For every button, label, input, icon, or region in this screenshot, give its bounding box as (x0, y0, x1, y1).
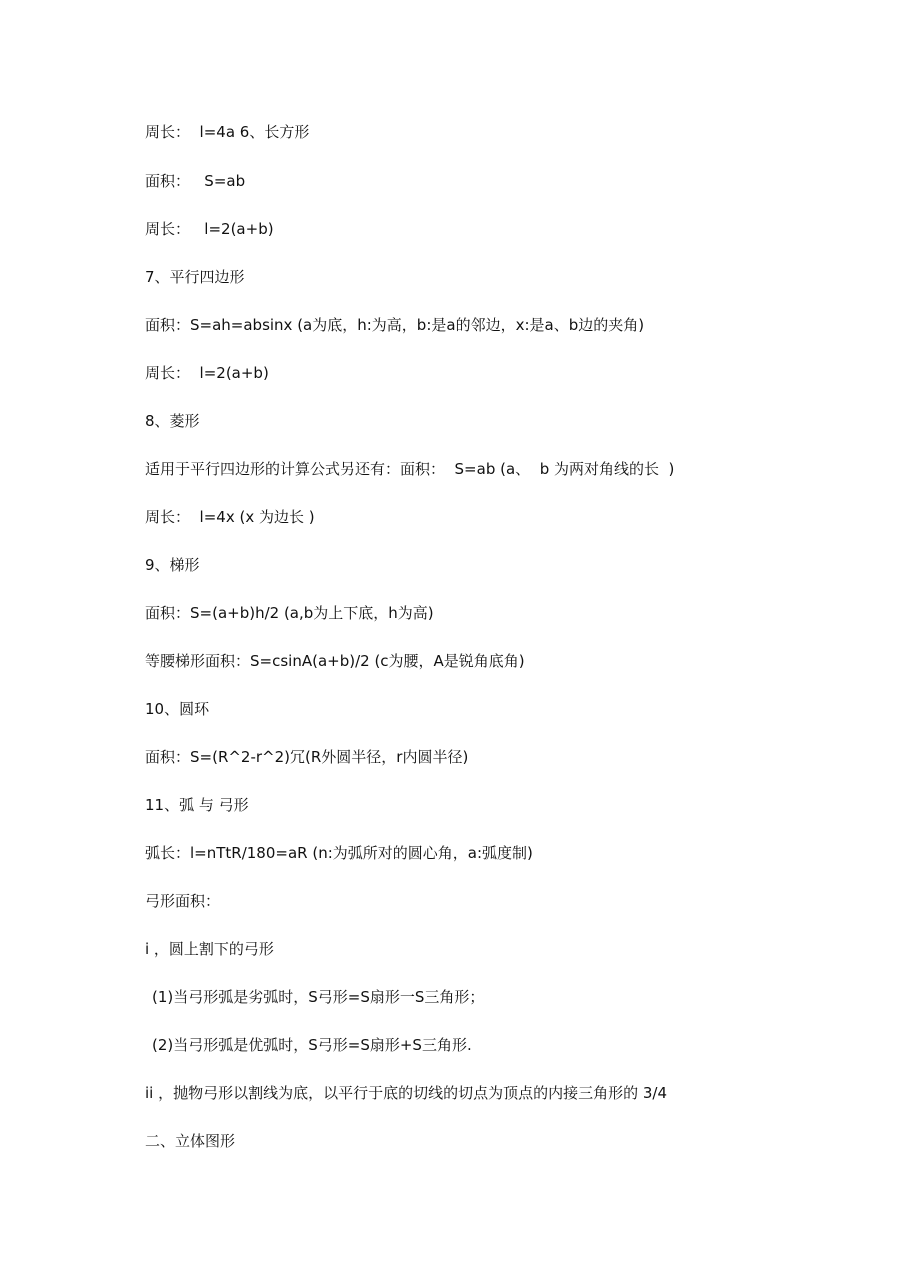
text-line-segment-area-label: 弓形面积： (145, 892, 221, 910)
text-line-circle-segment: i ，圆上割下的弓形 (145, 940, 274, 958)
text-line-minor-arc: (1)当弓形弧是劣弧时，S弓形=S扇形一S三角形； (152, 988, 485, 1006)
section-heading-annulus: 10、圆环 (145, 700, 210, 718)
section-heading-trapezoid: 9、梯形 (145, 556, 200, 574)
text-line-arc-length: 弧长：l=nTtR/180=aR (n:为弧所对的圆心角，a:弧度制) (145, 844, 533, 862)
section-heading-solid-figures: 二、立体图形 (145, 1132, 236, 1150)
text-line-rhombus-perimeter: 周长： l=4x (x 为边长 ) (145, 508, 315, 526)
text-line-parabolic-segment: ii ，抛物弓形以割线为底，以平行于底的切线的切点为顶点的内接三角形的 3/4 (145, 1084, 668, 1102)
section-heading-rhombus: 8、菱形 (145, 412, 200, 430)
text-line-trapezoid-area: 面积：S=(a+b)h/2 (a,b为上下底，h为高) (145, 604, 434, 622)
text-line-major-arc: (2)当弓形弧是优弧时，S弓形=S扇形+S三角形. (152, 1036, 472, 1054)
section-heading-parallelogram: 7、平行四边形 (145, 268, 245, 286)
text-line-rectangle-area: 面积： S=ab (145, 172, 246, 190)
text-line-parallelogram-area: 面积：S=ah=absinx (a为底，h:为高，b:是a的邻边，x:是a、b边的夹角) (145, 316, 645, 334)
section-heading-arc-segment: 11、弧 与 弓形 (145, 796, 249, 814)
text-line-rhombus-area: 适用于平行四边形的计算公式另还有：面积： S=ab (a、 b 为两对角线的长 ) (145, 460, 675, 478)
text-line-isosceles-trapezoid-area: 等腰梯形面积：S=csinA(a+b)/2 (c为腰，A是锐角底角) (145, 652, 525, 670)
text-line-rectangle-perimeter: 周长： l=2(a+b) (145, 220, 274, 238)
text-line-parallelogram-perimeter: 周长： l=2(a+b) (145, 364, 269, 382)
text-line-square-perimeter: 周长： l=4a 6、长方形 (145, 123, 310, 141)
text-line-annulus-area: 面积：S=(R^2-r^2)冗(R外圆半径，r内圆半径) (145, 748, 469, 766)
